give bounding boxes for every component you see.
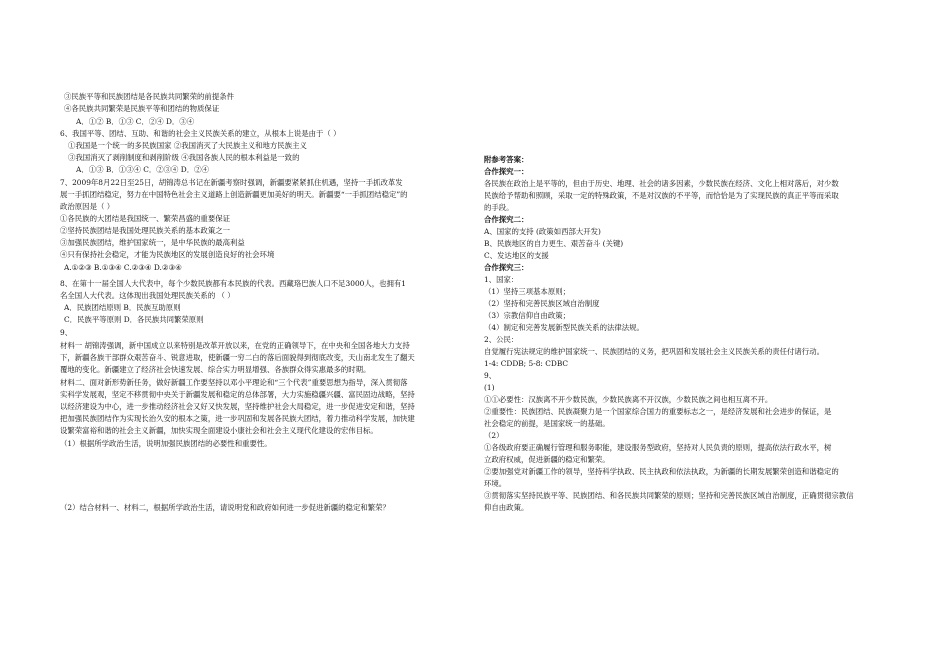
answer-text: （3）宗教信仰自由政策； (484, 311, 571, 320)
question-7: 7、2009年8月22日至25日，胡锦涛总书记在新疆考察时强调，新疆要紧紧抓住机遇，坚持一手抓改革发 (60, 178, 403, 187)
answer-text: （2） (484, 431, 504, 440)
option-line: ③加强民族团结，维护国家统一，是中华民族的最高利益 (60, 238, 245, 247)
question-9: 9、 (60, 328, 73, 337)
question-7-cont: 展一手抓团结稳定，努力在中国特色社会主义道路上创造新疆更加美好的明天。新疆要“一手抓团结稳定”的 (60, 190, 408, 199)
question-7-cont: 政治原因是（ ） (60, 202, 115, 211)
answer-text: ③贯彻落实坚持民族平等、民族团结、和各民族共同繁荣的原则；坚持和完善民族区域自治制度，正确贯彻宗教信 (484, 491, 854, 500)
answer-text: 自觉履行宪法规定的维护国家统一、民族团结的义务，把巩固和发展社会主义民族关系的责任付诸行动。 (484, 347, 824, 356)
answer-text: C、发达地区的支援 (484, 251, 549, 260)
answer-text: （2）坚持和完善民族区域自治制度 (484, 299, 600, 308)
answer-text: 9、 (484, 371, 497, 380)
answer-text: 仰自由政策。 (484, 503, 529, 512)
section-heading: 合作探究一： (484, 167, 529, 176)
question-8-cont: 名全国人大代表。这体现出我国处理民族关系的 （ ） (60, 291, 235, 300)
answer-text: ②要加强党对新疆工作的领导，坚持科学执政、民主执政和依法执政，为新疆的长期发展繁荣创造和谐稳定的 (484, 467, 839, 476)
answer-text: ①①必要性：汉族离不开少数民族，少数民族离不开汉族，少数民族之间也相互离不开。 (484, 395, 773, 404)
answer-text: 立政府权威，促进新疆的稳定和繁荣。 (484, 455, 610, 464)
section-heading: 合作探究二： (484, 215, 529, 224)
option-line: ③民族平等和民族团结是各民族共同繁荣的前提条件 (64, 92, 234, 101)
material-two-cont: 把加强民族团结作为实现长治久安的根本之策，进一步巩固和发展各民族大团结，着力推动科学发展，加快建 (60, 414, 415, 423)
question-8: 8、在第十一届全国人大代表中，每个少数民族都有本民族的代表。西藏珞巴族人口不足3000人，也拥有1 (60, 279, 407, 288)
answer-choices: A．①③ B．①③④ C．②③④ D．②④ (76, 165, 209, 174)
answer-choices: A.①②③ B.①③④ C.②③④ D.②③④ (64, 263, 182, 272)
answer-choices: A．民族团结原则 B．民族互助原则 (64, 303, 181, 312)
material-one-cont: 覆地的变化。新疆建立了经济社会快速发展、综合实力明显增强、各族群众得实惠最多的时期。 (60, 365, 371, 374)
answer-key: 1-4: CDDB; 5-8: CDBC (484, 359, 569, 368)
answer-text: A、国家的支持 (政策如西部大开发) (484, 227, 601, 236)
answer-text: 2、公民： (484, 335, 519, 344)
material-one-cont: 下，新疆各族干部群众艰苦奋斗、锐意进取，使新疆一穷二白的落后面貌得到彻底改变，天山南北发生了翻天 (60, 353, 415, 362)
answer-choices: C．民族平等原则 D．各民族共同繁荣原则 (64, 315, 204, 324)
option-line: ③我国消灭了剥削制度和剥削阶级 ④我国各族人民的根本利益是一致的 (68, 153, 300, 162)
question-6: 6、我国平等、团结、互助、和谐的社会主义民族关系的建立，从根本上说是由于（ ） (60, 129, 341, 138)
answer-text: ①各级政府要正确履行管理和服务职能，建设服务型政府，坚持对人民负责的原则，提高依法行政水平，树 (484, 443, 832, 452)
answer-text: B、民族地区的自力更生、艰苦奋斗 (关键) (484, 239, 624, 248)
answer-heading: 附参考答案： (484, 155, 529, 164)
material-one: 材料一 胡锦涛强调，新中国成立以来特别是改革开放以来，在党的正确领导下，在中央和全国各地大力支持 (60, 341, 410, 350)
answer-text: （4）制定和完善发展新型民族关系的法律法规。 (484, 323, 644, 332)
option-line: ①各民族的大团结是我国统一、繁荣昌盛的重要保证 (60, 214, 230, 223)
material-two: 材料二、面对新形势新任务，做好新疆工作要坚持以邓小平理论和“三个代表”重要思想为指导，深入贯彻落 (60, 378, 408, 387)
section-heading: 合作探究三： (484, 263, 529, 272)
answer-text: 社会稳定的前提，是国家统一的基础。 (484, 419, 610, 428)
material-two-cont: 以经济建设为中心，进一步推动经济社会又好又快发展，坚持维护社会大局稳定，进一步促进安定和谐，坚持 (60, 402, 415, 411)
option-line: ②坚持民族团结是我国处理民族关系的基本政策之一 (60, 226, 230, 235)
sub-question-2: （2）结合材料一、材料二，根据所学政治生活，请说明党和政府如何进一步促进新疆的稳定和繁荣？ (60, 503, 390, 512)
answer-text: 1、国家： (484, 275, 519, 284)
answer-text: 环境。 (484, 479, 507, 488)
answer-choices: A．①② B．①③ C．②④ D．③④ (76, 117, 195, 126)
answer-text: 各民族在政治上是平等的，但由于历史、地理、社会的诸多因素，少数民族在经济、文化上相对落后，对少数 (484, 179, 839, 188)
answer-text: ②重要性：民族团结、民族凝聚力是一个国家综合国力的重要标志之一，是经济发展和社会进步的保证，是 (484, 407, 832, 416)
sub-question-1: （1）根据所学政治生活，说明加强民族团结的必要性和重要性。 (60, 439, 272, 448)
answer-text: (1) (484, 383, 495, 392)
answer-text: 的手段。 (484, 203, 514, 212)
option-line: ④各民族共同繁荣是民族平等和团结的物质保证 (64, 104, 220, 113)
answer-text: （1）坚持三项基本原则； (484, 287, 571, 296)
material-two-cont: 设繁荣富裕和谐的社会主义新疆，加快实现全面建设小康社会和社会主义现代化建设的宏伟目标。 (60, 426, 378, 435)
option-line: ①我国是一个统一的多民族国家 ②我国消灭了大民族主义和地方民族主义 (68, 141, 307, 150)
option-line: ④只有保持社会稳定，才能为民族地区的发展创造良好的社会环境 (60, 250, 275, 259)
answer-text: 民族给予帮助和照顾，采取一定的特殊政策，不是对汉族的不平等，而恰恰是为了实现民族的真正平等而采取 (484, 191, 839, 200)
material-two-cont: 实科学发展观，坚定不移贯彻中央关于新疆发展和稳定的总体部署，大力实施稳疆兴疆、富民固边战略，坚持 (60, 390, 415, 399)
